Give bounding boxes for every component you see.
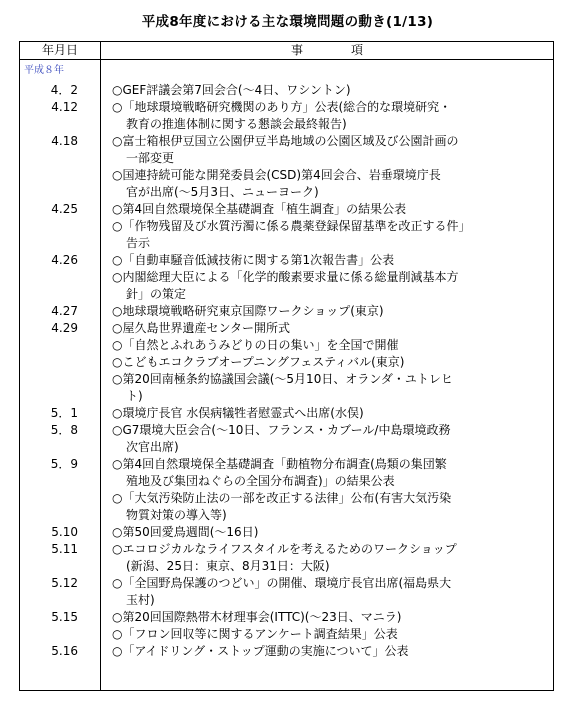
event-text-continued: ト): [126, 389, 143, 403]
event-text: ○第50回愛鳥週間(～16日): [112, 525, 259, 539]
row-date: 5.10: [51, 525, 78, 539]
row-date: 4．2: [50, 83, 78, 97]
event-item: [112, 354, 550, 371]
event-item: [112, 422, 550, 456]
event-text: ○国連持続可能な開発委員会(CSD)第4回会合、岩垂環境庁長: [112, 168, 441, 182]
event-item: [112, 405, 550, 422]
page-title: 平成8年度における主な環境問題の動き(1/13): [141, 14, 434, 30]
event-text: ○「作物残留及び水質汚濁に係る農薬登録保留基準を改正する件」: [112, 219, 471, 233]
event-item: [112, 490, 550, 524]
event-text: ○GEF評議会第7回会合(～4日、ワシントン): [112, 83, 351, 97]
row-date: 4.18: [51, 134, 78, 148]
row-date: 5.15: [51, 610, 78, 624]
event-text: ○「地球環境戦略研究機関のあり方」公表(総合的な環境研究・: [112, 100, 452, 114]
event-text-continued: 官が出席(～5月3日、ニューヨーク): [126, 185, 319, 199]
event-item: [112, 167, 550, 201]
event-text: ○G7環境大臣会合(～10日、フランス・カブール/中島環境政務: [112, 423, 451, 437]
event-text-continued: 告示: [126, 236, 151, 250]
event-item: [112, 541, 550, 575]
row-date: 4.27: [51, 304, 78, 318]
row-date: 5.12: [51, 576, 78, 590]
row-date: 5．9: [50, 457, 78, 471]
event-item: [112, 303, 550, 320]
event-text-continued: 針」の策定: [126, 287, 187, 301]
event-item: [112, 575, 550, 609]
event-text: ○こどもエコクラブオープニングフェスティバル(東京): [112, 355, 405, 369]
row-date: 4.25: [51, 202, 78, 216]
event-item: [112, 82, 550, 99]
column-divider: [100, 42, 101, 690]
event-item: [112, 371, 550, 405]
event-text: ○「アイドリング・ストップ運動の実施について」公表: [112, 644, 409, 658]
event-text: ○「全国野鳥保護のつどい」の開催、環境庁長官出席(福島県大: [112, 576, 452, 590]
event-item: [112, 218, 550, 252]
event-text-continued: 玉村): [126, 593, 155, 607]
event-text-continued: (新潟、25日：東京、8月31日：大阪): [126, 559, 330, 573]
era-label: 平成８年: [24, 65, 64, 76]
event-text: ○「フロン回収等に関するアンケート調査結果」公表: [112, 627, 398, 641]
event-text-continued: 次官出席): [126, 440, 179, 454]
event-item: [112, 609, 550, 626]
event-item: [112, 643, 550, 660]
event-item: [112, 252, 550, 269]
event-text: ○屋久島世界遺産センター開所式: [112, 321, 290, 335]
event-text: ○第4回自然環境保全基礎調査「動植物分布調査(鳥類の集団繁: [112, 457, 447, 471]
event-text: ○環境庁長官 水俣病犠牲者慰霊式へ出席(水俣): [112, 406, 364, 420]
event-text: ○「大気汚染防止法の一部を改正する法律」公布(有害大気汚染: [112, 491, 452, 505]
event-item: [112, 524, 550, 541]
row-date: 4.12: [51, 100, 78, 114]
row-date: 4.26: [51, 253, 78, 267]
header-divider: [20, 59, 553, 60]
event-text-continued: 物質対策の導入等): [126, 508, 227, 522]
event-text: ○第20回国際熱帯木材理事会(ITTC)(～23日、マニラ): [112, 610, 402, 624]
event-text: ○「自動車騒音低減技術に関する第1次報告書」公表: [112, 253, 395, 267]
event-text: ○富士箱根伊豆国立公園伊豆半島地域の公園区域及び公園計画の: [112, 134, 459, 148]
row-date: 5.16: [51, 644, 78, 658]
event-text: ○地球環境戦略研究東京国際ワークショップ(東京): [112, 304, 384, 318]
event-item: [112, 133, 550, 167]
row-date: 5．8: [50, 423, 78, 437]
row-date: 5.11: [51, 542, 78, 556]
item-column-header: 事項: [290, 43, 411, 57]
event-item: [112, 626, 550, 643]
row-date: 4.29: [51, 321, 78, 335]
date-column-header: 年月日: [41, 43, 78, 57]
event-text-continued: 一部変更: [126, 151, 175, 165]
event-item: [112, 456, 550, 490]
events-table: [19, 41, 554, 691]
event-item: [112, 269, 550, 303]
event-text: ○内閣総理大臣による「化学的酸素要求量に係る総量削減基本方: [112, 270, 459, 284]
event-item: [112, 201, 550, 218]
event-text-continued: 教育の推進体制に関する懇談会最終報告): [126, 117, 347, 131]
row-date: 5．1: [50, 406, 78, 420]
event-item: [112, 337, 550, 354]
event-text: ○第20回南極条約協議国会議(～5月10日、オランダ・ユトレヒ: [112, 372, 453, 386]
event-text-continued: 殖地及び集団ねぐらの全国分布調査)」の結果公表: [126, 474, 395, 488]
event-item: [112, 99, 550, 133]
event-item: [112, 320, 550, 337]
event-text: ○第4回自然環境保全基礎調査「植生調査」の結果公表: [112, 202, 407, 216]
event-text: ○エコロジカルなライフスタイルを考えるためのワークショップ: [112, 542, 457, 556]
event-text: ○「自然とふれあうみどりの日の集い」を全国で開催: [112, 338, 399, 352]
